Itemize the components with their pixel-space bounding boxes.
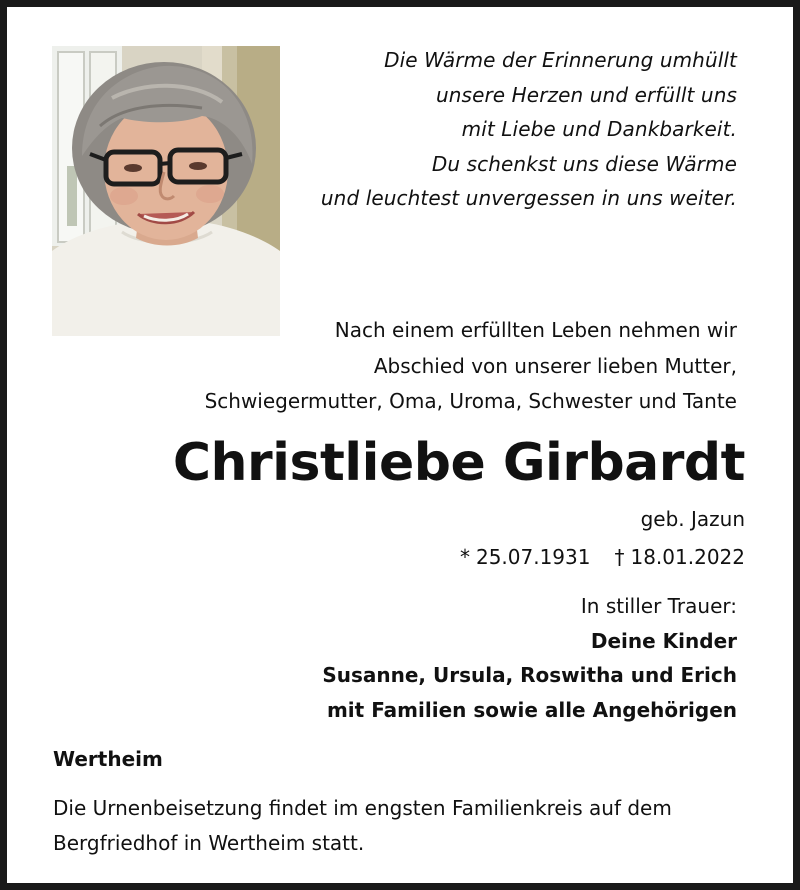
poem-line: mit Liebe und Dankbarkeit. (461, 117, 737, 141)
intro-line: Schwiegermutter, Oma, Uroma, Schwester und Tante (204, 389, 737, 413)
death-symbol: † (614, 545, 625, 569)
poem-line: Die Wärme der Erinnerung umhüllt (384, 48, 737, 72)
intro-line: Nach einem erfüllten Leben nehmen wir (334, 318, 737, 342)
mourners-block (237, 589, 737, 727)
poem-line: Du schenkst uns diese Wärme (431, 151, 737, 176)
notice-line: Bergfriedhof in Wertheim statt. (53, 830, 365, 855)
life-dates (460, 540, 745, 574)
portrait-photo (52, 46, 280, 336)
portrait-illustration (52, 46, 280, 336)
mourner-line: Deine Kinder (590, 628, 737, 653)
mourner-line: mit Familien sowie alle Angehörigen (326, 697, 737, 722)
notice-line: Die Urnenbeisetzung findet im engsten Familienkreis auf dem (53, 796, 672, 820)
poem-verse (267, 43, 737, 216)
birth-date: 25.07.1931 (475, 545, 591, 569)
poem-line: und leuchtest unvergessen in uns weiter. (320, 186, 737, 210)
deceased-name: Christliebe Girbardt (172, 433, 745, 493)
poem-line: unsere Herzen und erfüllt uns (436, 82, 737, 107)
mourning-intro: In stiller Trauer: (580, 594, 737, 618)
death-date: 18.01.2022 (630, 545, 745, 569)
birth-symbol: * (459, 545, 470, 569)
birth-name: geb. Jazun (640, 507, 745, 531)
mourner-line: Susanne, Ursula, Roswitha und Erich (322, 663, 737, 687)
intro-line: Abschied von unserer lieben Mutter, (373, 353, 737, 378)
burial-notice (53, 791, 763, 860)
place-name: Wertheim (53, 747, 163, 771)
farewell-intro (87, 313, 737, 420)
